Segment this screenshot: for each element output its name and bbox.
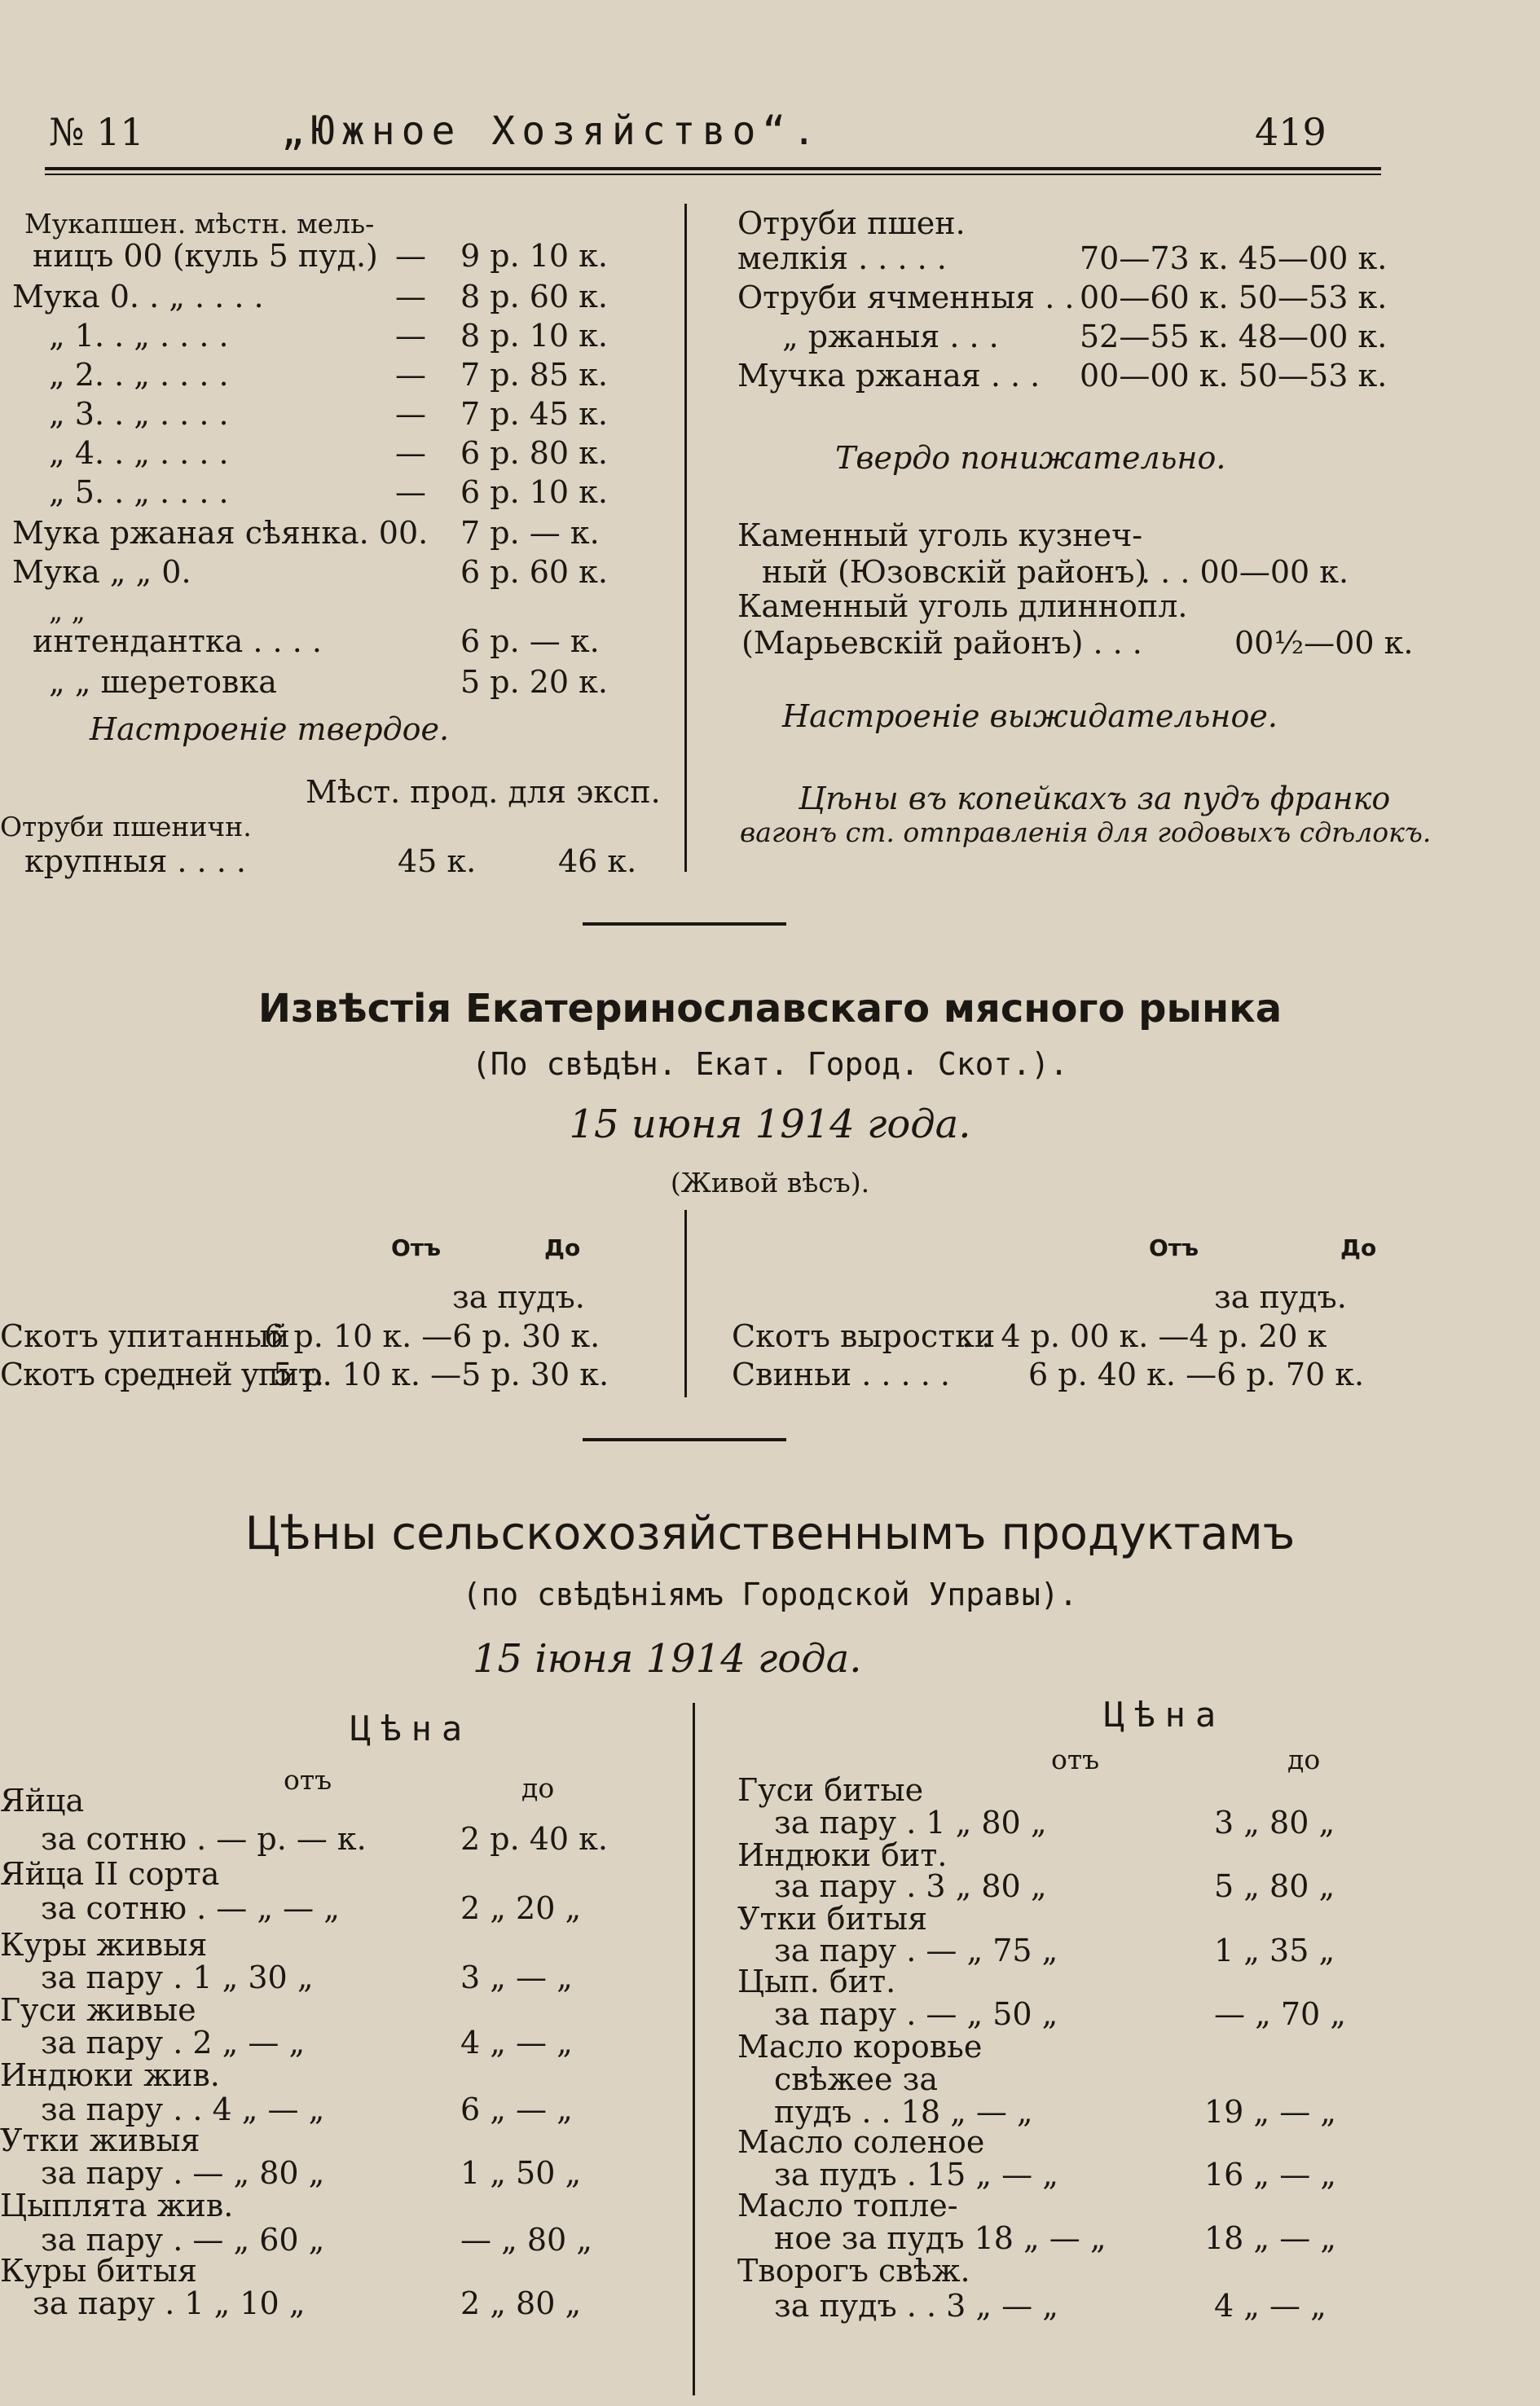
price-to: — „ 70 „ [1214,1996,1346,2032]
list-item-label: „ 1. . „ . . . . [49,318,229,354]
market-mood: Настроеніе выжидательное. [782,698,1278,734]
price-to: 3 „ — „ [460,1960,573,1995]
price: 9 р. 10 к. [460,238,609,274]
list-item-label: Скотъ средней упит. [0,1357,323,1392]
column-header-from: Отъ [1149,1234,1199,1261]
market-mood: Настроеніе твердое. [90,711,450,747]
list-item-label: Творогъ свѣж. [737,2253,970,2289]
price-heading: Цѣна [1104,1695,1226,1735]
list-item-label: „ 3. . „ . . . . [49,396,229,432]
bran-price: 45 к. [398,843,477,879]
price: 6 р. 40 к. —6 р. 70 к. [1028,1357,1365,1392]
list-item-label: Мука 0. . „ . . . . [12,279,264,314]
price-to: 5 „ 80 „ [1214,1868,1335,1904]
list-item-label: Масло соленое [737,2124,985,2160]
price-to: 2 „ 20 „ [460,1890,582,1926]
list-item-label: Цыплята жив. [0,2188,234,2223]
price-to: 1 „ 50 „ [460,2155,582,2191]
dash: — [395,238,426,274]
list-item-label: за пару . — „ 50 „ [774,1996,1058,2032]
list-item-label: за пару . 1 „ 30 „ [41,1960,314,1995]
price-to: 19 „ — „ [1204,2094,1336,2130]
section-source: (по свѣдѣніямъ Городской Управы). [462,1577,1078,1612]
coal-price: . . . 00—00 к. [1141,554,1349,590]
list-item-label: „ 4. . „ . . . . [49,435,229,471]
price: 6 р. 80 к. [460,435,609,471]
price: 70—73 к. 45—00 к. [1080,240,1388,276]
list-item-label: за пару . — „ 80 „ [41,2155,325,2191]
page-header [0,0,1540,175]
price-to: — „ 80 „ [460,2222,592,2258]
list-item-label: „ 2. . „ . . . . [49,357,229,393]
list-item-label: за пару . . 4 „ — „ [41,2092,325,2127]
price: . 6 р. 10 к. —6 р. 30 к. [244,1318,601,1354]
list-item-label: „ 5. . „ . . . . [49,474,229,510]
price-to: 4 „ — „ [1214,2288,1327,2324]
price: 6 р. — к. [460,623,600,659]
list-item-label: за сотню . — „ — „ [41,1890,340,1926]
list-item-label: за пару . — „ 75 „ [774,1933,1058,1968]
section-divider [583,922,786,926]
column-header-from: Отъ [391,1234,442,1261]
list-item-label: свѣжее за [774,2061,938,2097]
bran-label: крупныя . . . . [24,843,246,879]
price: 7 р. — к. [460,515,600,551]
list-item-label: за сотню . — р. — к. [41,1821,367,1857]
coal-label: Каменный уголь длиннопл. [737,588,1188,624]
column-header-to: До [1340,1234,1377,1261]
journal-title: „Южное Хозяйство“. [281,108,823,154]
list-item-label: за пару . — „ 60 „ [41,2222,325,2258]
column-divider [693,1703,695,2395]
price: 6 р. 10 к. [460,474,609,510]
column-header-from: отъ [1051,1744,1100,1775]
column-header-to: до [1287,1744,1321,1775]
coal-label: Каменный уголь кузнеч- [737,517,1143,553]
list-item-label: мелкія . . . . . [737,240,947,276]
list-item-label: Индюки жив. [0,2057,220,2093]
column-divider [684,204,687,872]
price: 7 р. 45 к. [460,396,609,432]
list-item-label: интендантка . . . . [33,623,322,659]
list-item-label: Мука „ „ 0. [12,554,191,590]
list-item-label: за пару . 1 „ 10 „ [33,2285,306,2321]
weight-note: (Живой вѣсъ). [670,1167,870,1199]
price: 7 р. 85 к. [460,357,609,393]
list-item-label: Мукапшен. мѣстн. мель- [24,208,375,240]
price: 00—60 к. 50—53 к. [1080,279,1388,315]
dash: — [395,474,426,510]
list-item-label: ницъ 00 (куль 5 пуд.) [33,238,378,274]
price: 8 р. 60 к. [460,279,609,314]
section-date: 15 іюня 1914 года. [473,1636,862,1682]
price-to: 6 „ — „ [460,2092,573,2127]
header-rule-thin [45,174,1381,175]
section-title: Извѣстія Екатеринославскаго мясного рынка [257,986,1283,1031]
unit-label: за пудъ. [452,1279,585,1315]
section-title: Цѣны сельскохозяйственнымъ продуктамъ [244,1507,1296,1560]
coal-label: (Марьевскій районъ) . . . [741,625,1142,661]
list-item-label: Утки битыя [737,1901,928,1937]
list-item-label: ное за пудъ 18 „ — „ [774,2220,1107,2256]
dash: — [395,279,426,314]
list-item-label: Гуси битые [737,1772,924,1808]
list-item-label: Отруби ячменныя . . [737,279,1075,315]
column-divider [684,1210,687,1397]
list-item-label: Скотъ выростки [732,1318,996,1354]
list-item-label: Масло топле- [737,2188,958,2223]
price: 6 р. 60 к. [460,554,609,590]
price-note: вагонъ ст. отправленія для годовыхъ сдѣлокъ. [740,816,1432,848]
dash: — [395,318,426,354]
list-item-label: за пудъ . 15 „ — „ [774,2157,1058,2193]
bran-price: 46 к. [558,843,637,879]
list-item-label: Мучка ржаная . . . [737,358,1041,394]
list-item-label: за пару . 1 „ 80 „ [774,1805,1047,1841]
list-item-label: „ „ шеретовка [49,664,277,700]
list-item-label: Яйца II сорта [0,1856,220,1892]
dash: — [395,357,426,393]
unit-label: за пудъ. [1214,1279,1347,1315]
list-item-label: Отруби пшен. [737,205,966,241]
price: 52—55 к. 48—00 к. [1080,319,1388,354]
column-header-to: До [544,1234,581,1261]
coal-price: 00½—00 к. [1234,625,1414,661]
list-item-label: Скотъ упитанный [0,1318,290,1354]
dash: — [395,396,426,432]
price: 5 р. 10 к. —5 р. 30 к. [273,1357,609,1392]
price-note: Цѣны въ копейкахъ за пудъ франко [799,781,1391,816]
list-item-label: „ „ [49,595,86,627]
price-to: 2 „ 80 „ [460,2285,582,2321]
section-divider [583,1438,786,1441]
bran-label: Отруби пшеничн. [0,811,252,842]
price-to: 2 р. 40 к. [460,1821,609,1857]
price-to: 18 „ — „ [1204,2220,1336,2256]
dash: — [395,435,426,471]
issue-number: № 11 [49,110,144,154]
list-item-label: Свиньи . . . . . [732,1357,950,1392]
page-number: 419 [1255,110,1327,154]
price-to: 3 „ 80 „ [1214,1805,1335,1841]
list-item-label: Цып. бит. [737,1964,896,1999]
list-item-label: Куры битыя [0,2253,197,2289]
price-to: 4 „ — „ [460,2025,573,2061]
coal-label: ный (Юзовскій районъ) [762,554,1147,590]
section-source: (По свѣдѣн. Екат. Город. Скот.). [471,1046,1069,1082]
price: 5 р. 20 к. [460,664,609,700]
header-rule [45,167,1381,170]
list-item-label: Гуси живые [0,1992,196,2028]
list-item-label: Яйца [0,1783,85,1819]
market-mood: Твердо понижательно. [835,440,1226,476]
list-item-label: за пудъ . . 3 „ — „ [774,2288,1058,2324]
list-item-label: за пару . 2 „ — „ [41,2025,306,2061]
price-to: 16 „ — „ [1204,2157,1336,2193]
price: . . 4 р. 00 к. —4 р. 20 к [961,1318,1327,1354]
column-header-from: отъ [284,1764,332,1796]
list-item-label: Утки живыя [0,2122,200,2158]
list-item-label: Индюки бит. [737,1837,948,1873]
list-item-label: „ ржаныя . . . [782,319,999,354]
price: 00—00 к. 50—53 к. [1080,358,1388,394]
section-date: 15 июня 1914 года. [569,1102,971,1147]
list-item-label: Мука ржаная сѣянка. 00. [12,515,429,551]
list-item-label: Масло коровье [737,2029,983,2065]
price: 8 р. 10 к. [460,318,609,354]
column-header-to: до [521,1772,555,1804]
list-item-label: пудъ . . 18 „ — „ [774,2094,1033,2130]
local-sales-heading: Мѣст. прод. для эксп. [306,774,661,810]
list-item-label: Куры живыя [0,1927,208,1963]
list-item-label: за пару . 3 „ 80 „ [774,1868,1047,1904]
price-heading: Цѣна [350,1709,473,1748]
price-to: 1 „ 35 „ [1214,1933,1335,1968]
